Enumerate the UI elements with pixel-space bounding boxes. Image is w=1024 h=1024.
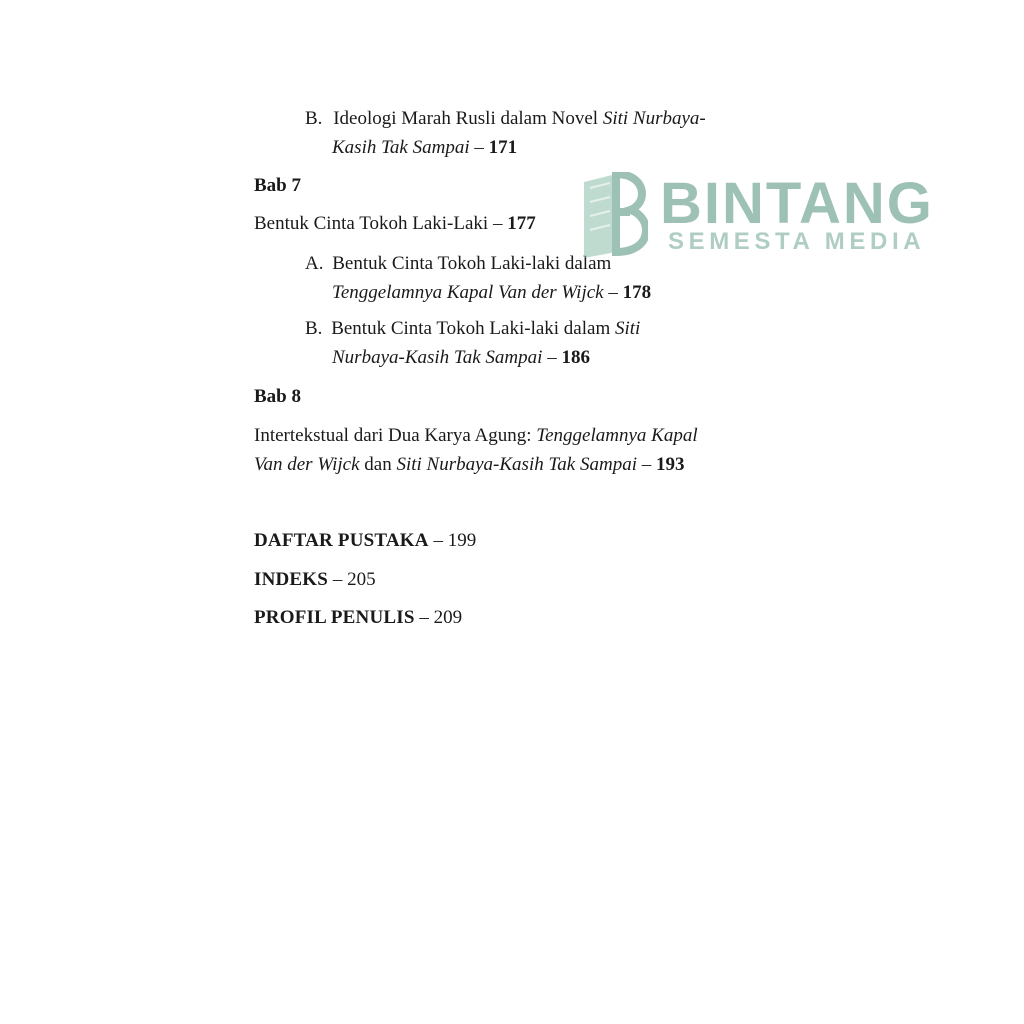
chapter-title-bab8-cont (254, 453, 684, 477)
toc-sep: – (636, 454, 656, 475)
book-b-logo-icon (576, 172, 648, 260)
toc-page-number: 186 (561, 347, 590, 368)
toc-entry-italic: Kasih Tak Sampai (332, 137, 470, 158)
toc-back-matter-profil-penulis (254, 606, 462, 630)
back-matter-title: INDEKS (254, 569, 329, 590)
chapter-title-text: Bentuk Cinta Tokoh Laki-Laki (254, 213, 489, 234)
toc-sep: – (469, 137, 489, 158)
chapter-title-bab7 (254, 212, 536, 236)
toc-entry-text: Bentuk Cinta Tokoh Laki-laki dalam (331, 318, 615, 339)
toc-entry-text: Ideologi Marah Rusli dalam Novel (333, 108, 603, 129)
toc-marker: A. (305, 253, 324, 274)
chapter-title-text: Intertekstual dari Dua Karya Agung: (254, 425, 537, 446)
toc-page-number: 205 (347, 569, 376, 590)
toc-page-number: 177 (507, 213, 536, 234)
toc-back-matter-indeks (254, 568, 376, 592)
toc-page-number: 178 (622, 282, 652, 303)
chapter-title-text: dan (359, 454, 397, 475)
toc-marker: B. (305, 318, 323, 339)
toc-entry-italic: Siti Nurbaya-Kasih Tak Sampai (396, 454, 637, 475)
toc-entry-italic: Siti (614, 318, 641, 339)
toc-entry-italic: Siti Nurbaya- (602, 108, 706, 129)
toc-back-matter-daftar-pustaka (254, 529, 476, 553)
back-matter-title: PROFIL PENULIS (254, 607, 415, 628)
toc-page-number: 209 (433, 607, 463, 628)
toc-sep: – (414, 607, 434, 628)
toc-entry-bab7-a (305, 252, 611, 276)
publisher-watermark (576, 172, 956, 262)
toc-page-number: 199 (447, 530, 477, 551)
watermark-subtitle: SEMESTA MEDIA (668, 228, 926, 255)
toc-marker: B. (305, 108, 323, 129)
toc-entry-italic: Van der Wijck (254, 454, 360, 475)
back-matter-title: DAFTAR PUSTAKA (254, 530, 429, 551)
toc-page-number: 171 (488, 137, 518, 158)
toc-sep: – (428, 530, 448, 551)
chapter-title-bab8 (254, 424, 698, 448)
watermark-title: BINTANG (660, 171, 934, 236)
toc-entry-italic: Nurbaya-Kasih Tak Sampai (332, 347, 543, 368)
toc-entry-bab6-b (305, 107, 706, 131)
toc-entry-italic: Tenggelamnya Kapal (536, 425, 698, 446)
chapter-label-bab8: Bab 8 (254, 386, 301, 407)
toc-page-number: 193 (655, 454, 685, 475)
toc-entry-bab7-b-cont (332, 346, 590, 370)
toc-entry-bab6-b-cont (332, 136, 517, 160)
toc-entry-bab7-b (305, 317, 640, 341)
toc-sep: – (603, 282, 623, 303)
toc-entry-text: Bentuk Cinta Tokoh Laki-laki dalam (332, 253, 612, 274)
toc-sep: – (542, 347, 562, 368)
toc-entry-italic: Tenggelamnya Kapal Van der Wijck (332, 282, 604, 303)
toc-entry-bab7-a-cont (332, 281, 651, 305)
toc-sep: – (488, 213, 508, 234)
chapter-label-bab7: Bab 7 (254, 175, 301, 196)
toc-sep: – (328, 569, 348, 590)
